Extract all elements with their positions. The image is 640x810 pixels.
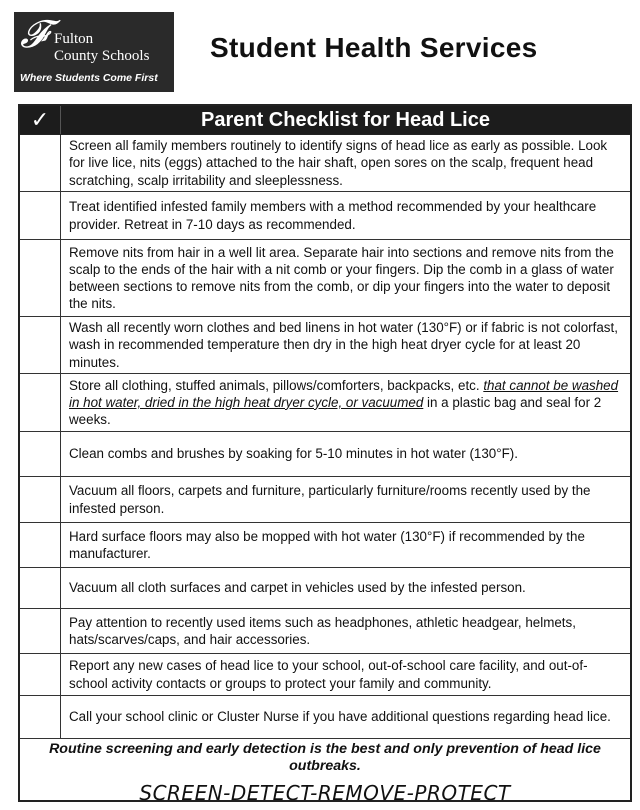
page-title: Student Health Services — [210, 32, 538, 63]
prevention-statement: Routine screening and early detection is the best and only prevention of head lice outbreaks. — [49, 741, 601, 774]
checklist-header — [20, 106, 630, 135]
logo-tagline: Where Students Come First — [20, 72, 158, 84]
checklist-item-text: Treat identified infested family members with a method recommended by your healthcare provider. Retreat in 7-10 days as recommended. — [69, 199, 597, 232]
logo-line-2: County Schools — [54, 48, 150, 64]
checklist-row — [20, 609, 630, 654]
logo-line-1: Fulton — [54, 31, 94, 47]
checklist-item-text: Screen all family members routinely to identify signs of head lice as early as possible. Look for live lice, nits (eggs) attached to the hair shaft, open sores on the scalp, frequent head scratching, scalp irritability and sleeplessness. — [69, 138, 608, 188]
checkbox[interactable] — [20, 135, 61, 191]
checkbox[interactable] — [20, 432, 61, 476]
checkmark-icon: ✓ — [20, 106, 61, 134]
checklist-row — [20, 135, 630, 192]
checklist-row — [20, 477, 630, 523]
item-text-after: in a plastic bag and seal for 2 weeks. — [69, 394, 602, 428]
fulton-county-schools-logo — [14, 12, 174, 92]
item-text-before: Store all clothing, stuffed animals, pillows/comforters, backpacks, etc. — [69, 377, 484, 393]
checklist-row — [20, 374, 630, 432]
checklist-title: Parent Checklist for Head Lice — [201, 109, 490, 131]
checklist-row — [20, 568, 630, 609]
item-text-underlined: that cannot be washed in hot water, dried in the high heat dryer cycle, or vacuumed — [69, 377, 619, 410]
slogan: SCREEN-DETECT-REMOVE-PROTECT — [139, 781, 511, 805]
checklist-item-text: Clean combs and brushes by soaking for 5-10 minutes in hot water (130°F). — [69, 446, 518, 462]
checklist-item-text: Vacuum all floors, carpets and furniture, particularly furniture/rooms recently used by the infested person. — [69, 483, 591, 516]
checklist-row — [20, 240, 630, 317]
checkbox[interactable] — [20, 523, 61, 567]
checklist-item-text: Wash all recently worn clothes and bed linens in hot water (130°F) or if fabric is not colorfast, wash in recommended temperature then dry in the high heat dryer cycle for at least 20 minutes. — [69, 320, 618, 370]
checkbox[interactable] — [20, 654, 61, 695]
checkbox[interactable] — [20, 609, 61, 653]
checklist-row — [20, 432, 630, 477]
checkbox[interactable] — [20, 240, 61, 316]
checklist-row — [20, 192, 630, 240]
checklist-item-text: Pay attention to recently used items such as headphones, athletic headgear, helmets, hats/scarves/caps, and hair accessories. — [69, 614, 576, 647]
checklist-item-text: Hard surface floors may also be mopped with hot water (130°F) if recommended by the manufacturer. — [69, 528, 585, 561]
checkbox[interactable] — [20, 317, 61, 373]
checkbox[interactable] — [20, 477, 61, 522]
checklist-row — [20, 523, 630, 568]
logo-swoosh-icon: 𝓕 — [20, 14, 49, 56]
checklist-item-text: Report any new cases of head lice to your school, out-of-school care facility, and out-of-school activity contacts or groups to protect your family and community. — [69, 658, 588, 691]
checkbox[interactable] — [20, 696, 61, 738]
checklist-item-text: Call your school clinic or Cluster Nurse if you have additional questions regarding head lice. — [69, 709, 611, 725]
checklist-item-text: Vacuum all cloth surfaces and carpet in vehicles used by the infested person. — [69, 580, 526, 596]
checklist-item-text: Remove nits from hair in a well lit area. Separate hair into sections and remove nits from the scalp to the ends of the hair with a nit comb or your fingers. Dip the comb in a glass of water between sections to remove nits from the comb, or dip your fingers into the water to deposit the nits. — [69, 244, 614, 312]
checkbox[interactable] — [20, 568, 61, 608]
checklist-row — [20, 654, 630, 696]
checkbox[interactable] — [20, 192, 61, 239]
checklist-sheet — [18, 104, 632, 805]
checkbox[interactable] — [20, 374, 61, 431]
checklist-row — [20, 696, 630, 739]
checklist-footer — [20, 739, 630, 805]
checklist-item-text — [61, 374, 630, 431]
checklist-row — [20, 317, 630, 374]
